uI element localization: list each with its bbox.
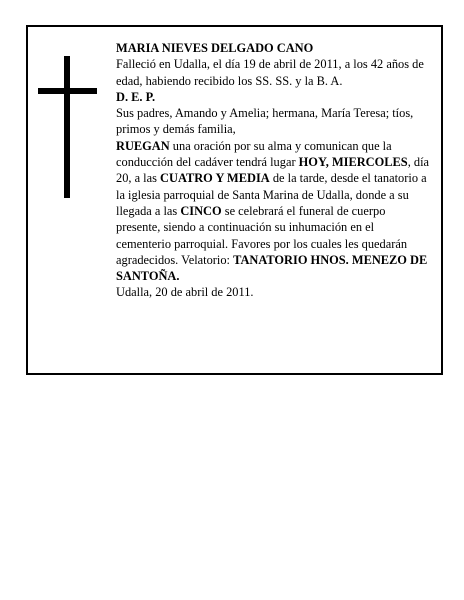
departure-time: CUATRO Y MEDIA [160,171,270,186]
death-statement: Falleció en Udalla, el día 19 de abril de 2011, a los 42 años de edad, habiendo recibido los SS. SS. y la B. A. [116,57,424,88]
obituary-notice [26,25,443,375]
deceased-name: MARIA NIEVES DELGADO CANO [116,41,314,55]
ruegan-label: RUEGAN [116,138,170,153]
cross-icon [38,56,98,198]
funeral-time: CINCO [180,203,222,218]
cross-vertical-bar [64,56,70,198]
signoff-line: Udalla, 20 de abril de 2011. [116,285,254,300]
route-text: de la tarde, desde el tanatorio a la iglesia parroquial de Santa Marina de Udalla, donde a su llegada a las [116,171,427,218]
cross-horizontal-bar [38,88,97,94]
request-text: una oración por su alma y comunican que la conducción del cadáver tendrá lugar [116,138,392,170]
family-line: Sus padres, Amando y Amelia; hermana, María Teresa; tíos, primos y demás familia, [116,106,414,137]
announcement-paragraph [116,138,430,285]
funeral-text: se celebrará el funeral de cuerpo presente, siendo a continuación su inhumación en el cementerio parroquial. Favores por los cuales les quedarán agradecidos. Velatorio: [116,203,408,267]
dep-line: D. E. P. [116,89,156,104]
day-label: HOY, MIERCOLES [298,155,408,170]
date-text: , día 20, a las [116,155,430,186]
velatorio-name: TANATORIO HNOS. MENEZO DE SANTOÑA. [116,252,428,284]
notice-text [116,40,430,301]
